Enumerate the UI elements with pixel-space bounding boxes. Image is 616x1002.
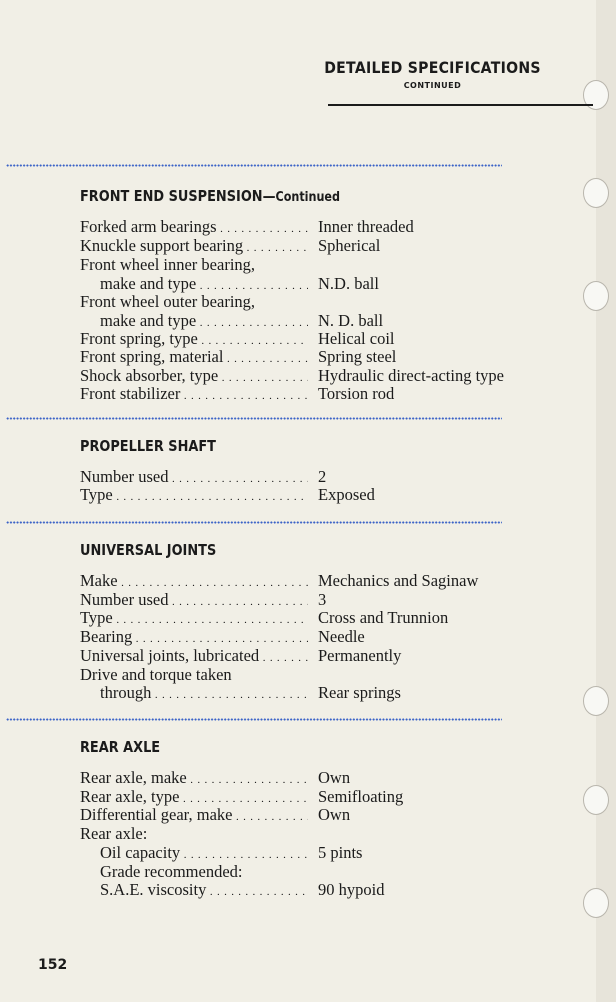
dotted-divider bbox=[6, 718, 502, 721]
spec-row: Rear axle, type . . . Semifloating bbox=[80, 787, 580, 806]
binder-hole bbox=[583, 888, 609, 918]
binder-hole bbox=[583, 281, 609, 311]
tab-edge bbox=[596, 0, 616, 1002]
spec-row: Bearing . . . Needle bbox=[80, 627, 580, 646]
spec-row: Differential gear, make . . . Own bbox=[80, 805, 580, 824]
spec-row: Number used . . . 2 bbox=[80, 467, 580, 486]
spec-row: Drive and torque taken bbox=[80, 665, 232, 684]
dotted-divider bbox=[6, 164, 502, 167]
spec-row: S.A.E. viscosity . . . 90 hypoid bbox=[80, 880, 580, 899]
spec-row: Front wheel inner bearing, bbox=[80, 255, 256, 274]
spec-row: Shock absorber, type . . . Hydraulic direct-acting type bbox=[80, 366, 580, 385]
spec-row: through . . . Rear springs bbox=[80, 683, 580, 702]
spec-row: Rear axle: bbox=[80, 824, 148, 843]
spec-row: Make . . . Mechanics and Saginaw bbox=[80, 571, 580, 590]
section-title-front-end: FRONT END SUSPENSION—Continued bbox=[80, 187, 341, 205]
page-header-title: DETAILED SPECIFICATIONS bbox=[324, 58, 541, 77]
spec-row: make and type . . . N. D. ball bbox=[80, 311, 580, 330]
spec-row: Front wheel outer bearing, bbox=[80, 292, 256, 311]
spec-row: Oil capacity . . . 5 pints bbox=[80, 843, 580, 862]
spec-row: Grade recommended: bbox=[100, 862, 243, 881]
spec-row: Type . . . Exposed bbox=[80, 485, 580, 504]
spec-row: make and type . . . N.D. ball bbox=[80, 274, 580, 293]
page-header-subtitle: CONTINUED bbox=[403, 81, 462, 90]
dotted-divider bbox=[6, 521, 502, 524]
section-title-rear-axle: REAR AXLE bbox=[80, 738, 161, 756]
spec-row: Front spring, material . . . Spring steel bbox=[80, 347, 580, 366]
spec-row: Forked arm bearings . . . Inner threaded bbox=[80, 217, 580, 236]
spec-row: Rear axle, make . . . Own bbox=[80, 768, 580, 787]
spec-row: Type . . . Cross and Trunnion bbox=[80, 608, 580, 627]
spec-row: Front spring, type . . . Helical coil bbox=[80, 329, 580, 348]
binder-hole bbox=[583, 785, 609, 815]
dotted-divider bbox=[6, 417, 502, 420]
section-title-propeller-shaft: PROPELLER SHAFT bbox=[80, 437, 216, 455]
spec-row: Knuckle support bearing . . . Spherical bbox=[80, 236, 580, 255]
binder-hole bbox=[583, 686, 609, 716]
spec-row: Universal joints, lubricated . . . Permanently bbox=[80, 646, 580, 665]
spec-row: Front stabilizer . . . Torsion rod bbox=[80, 384, 580, 403]
spec-row: Number used . . . 3 bbox=[80, 590, 580, 609]
binder-hole bbox=[583, 178, 609, 208]
header-rule bbox=[328, 104, 593, 106]
page-number: 152 bbox=[38, 957, 68, 973]
section-title-universal-joints: UNIVERSAL JOINTS bbox=[80, 541, 217, 559]
